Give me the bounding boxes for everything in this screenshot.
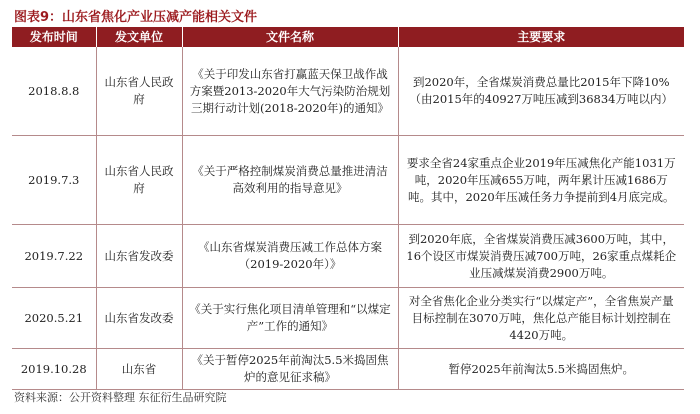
- cell-document: 《关于严格控制煤炭消费总量推进清洁高效利用的指导意见》: [182, 136, 398, 225]
- cell-document: 《山东省煤炭消费压减工作总体方案（2019-2020年）》: [182, 225, 398, 288]
- cell-date: 2020.5.21: [12, 288, 96, 349]
- cell-date: 2019.10.28: [12, 349, 96, 390]
- header-document: 文件名称: [182, 27, 398, 47]
- cell-document: 《关于印发山东省打赢蓝天保卫战作战方案暨2013-2020年大气污染防治规划三期行动计划(2018-2020年)的通知》: [182, 47, 398, 136]
- cell-issuer: 山东省发改委: [96, 225, 182, 288]
- cell-issuer: 山东省人民政府: [96, 136, 182, 225]
- cell-date: 2019.7.22: [12, 225, 96, 288]
- table-row: [12, 136, 684, 225]
- cell-date: 2019.7.3: [12, 136, 96, 225]
- figure-title: 图表9：山东省焦化产业压减产能相关文件: [14, 10, 258, 25]
- cell-issuer: 山东省发改委: [96, 288, 182, 349]
- header-date: 发布时间: [12, 27, 96, 47]
- header-requirement: 主要要求: [398, 27, 684, 47]
- cell-requirement: 到2020年，全省煤炭消费总量比2015年下降10%（由2015年的40927万吨压减到36834万吨以内）: [398, 47, 684, 136]
- documents-table: [12, 27, 684, 390]
- table-row: [12, 225, 684, 288]
- cell-requirement: 到2020年底，全省煤炭消费压减3600万吨，其中，16个设区市煤炭消费压减700万吨，26家重点煤耗企业压减煤炭消费2900万吨。: [398, 225, 684, 288]
- cell-date: 2018.8.8: [12, 47, 96, 136]
- source-note: 资料来源：公开资料整理 东征衍生品研究院: [14, 391, 227, 404]
- header-issuer: 发文单位: [96, 27, 182, 47]
- cell-issuer: 山东省人民政府: [96, 47, 182, 136]
- cell-issuer: 山东省: [96, 349, 182, 390]
- table-header-row: [12, 27, 684, 47]
- cell-document: 《关于暂停2025年前淘汰5.5米捣固焦炉的意见征求稿》: [182, 349, 398, 390]
- cell-requirement: 暂停2025年前淘汰5.5米捣固焦炉。: [398, 349, 684, 390]
- table-row: [12, 288, 684, 349]
- cell-document: 《关于实行焦化项目清单管理和“以煤定产”工作的通知》: [182, 288, 398, 349]
- cell-requirement: 要求全省24家重点企业2019年压减焦化产能1031万吨，2020年压减655万吨，两年累计压减1686万吨。其中，2020年压减任务力争提前到4月底完成。: [398, 136, 684, 225]
- table-row: [12, 47, 684, 136]
- table-row: [12, 349, 684, 390]
- cell-requirement: 对全省焦化企业分类实行“以煤定产”，全省焦炭产量目标控制在3070万吨，焦化总产能目标计划控制在4420万吨。: [398, 288, 684, 349]
